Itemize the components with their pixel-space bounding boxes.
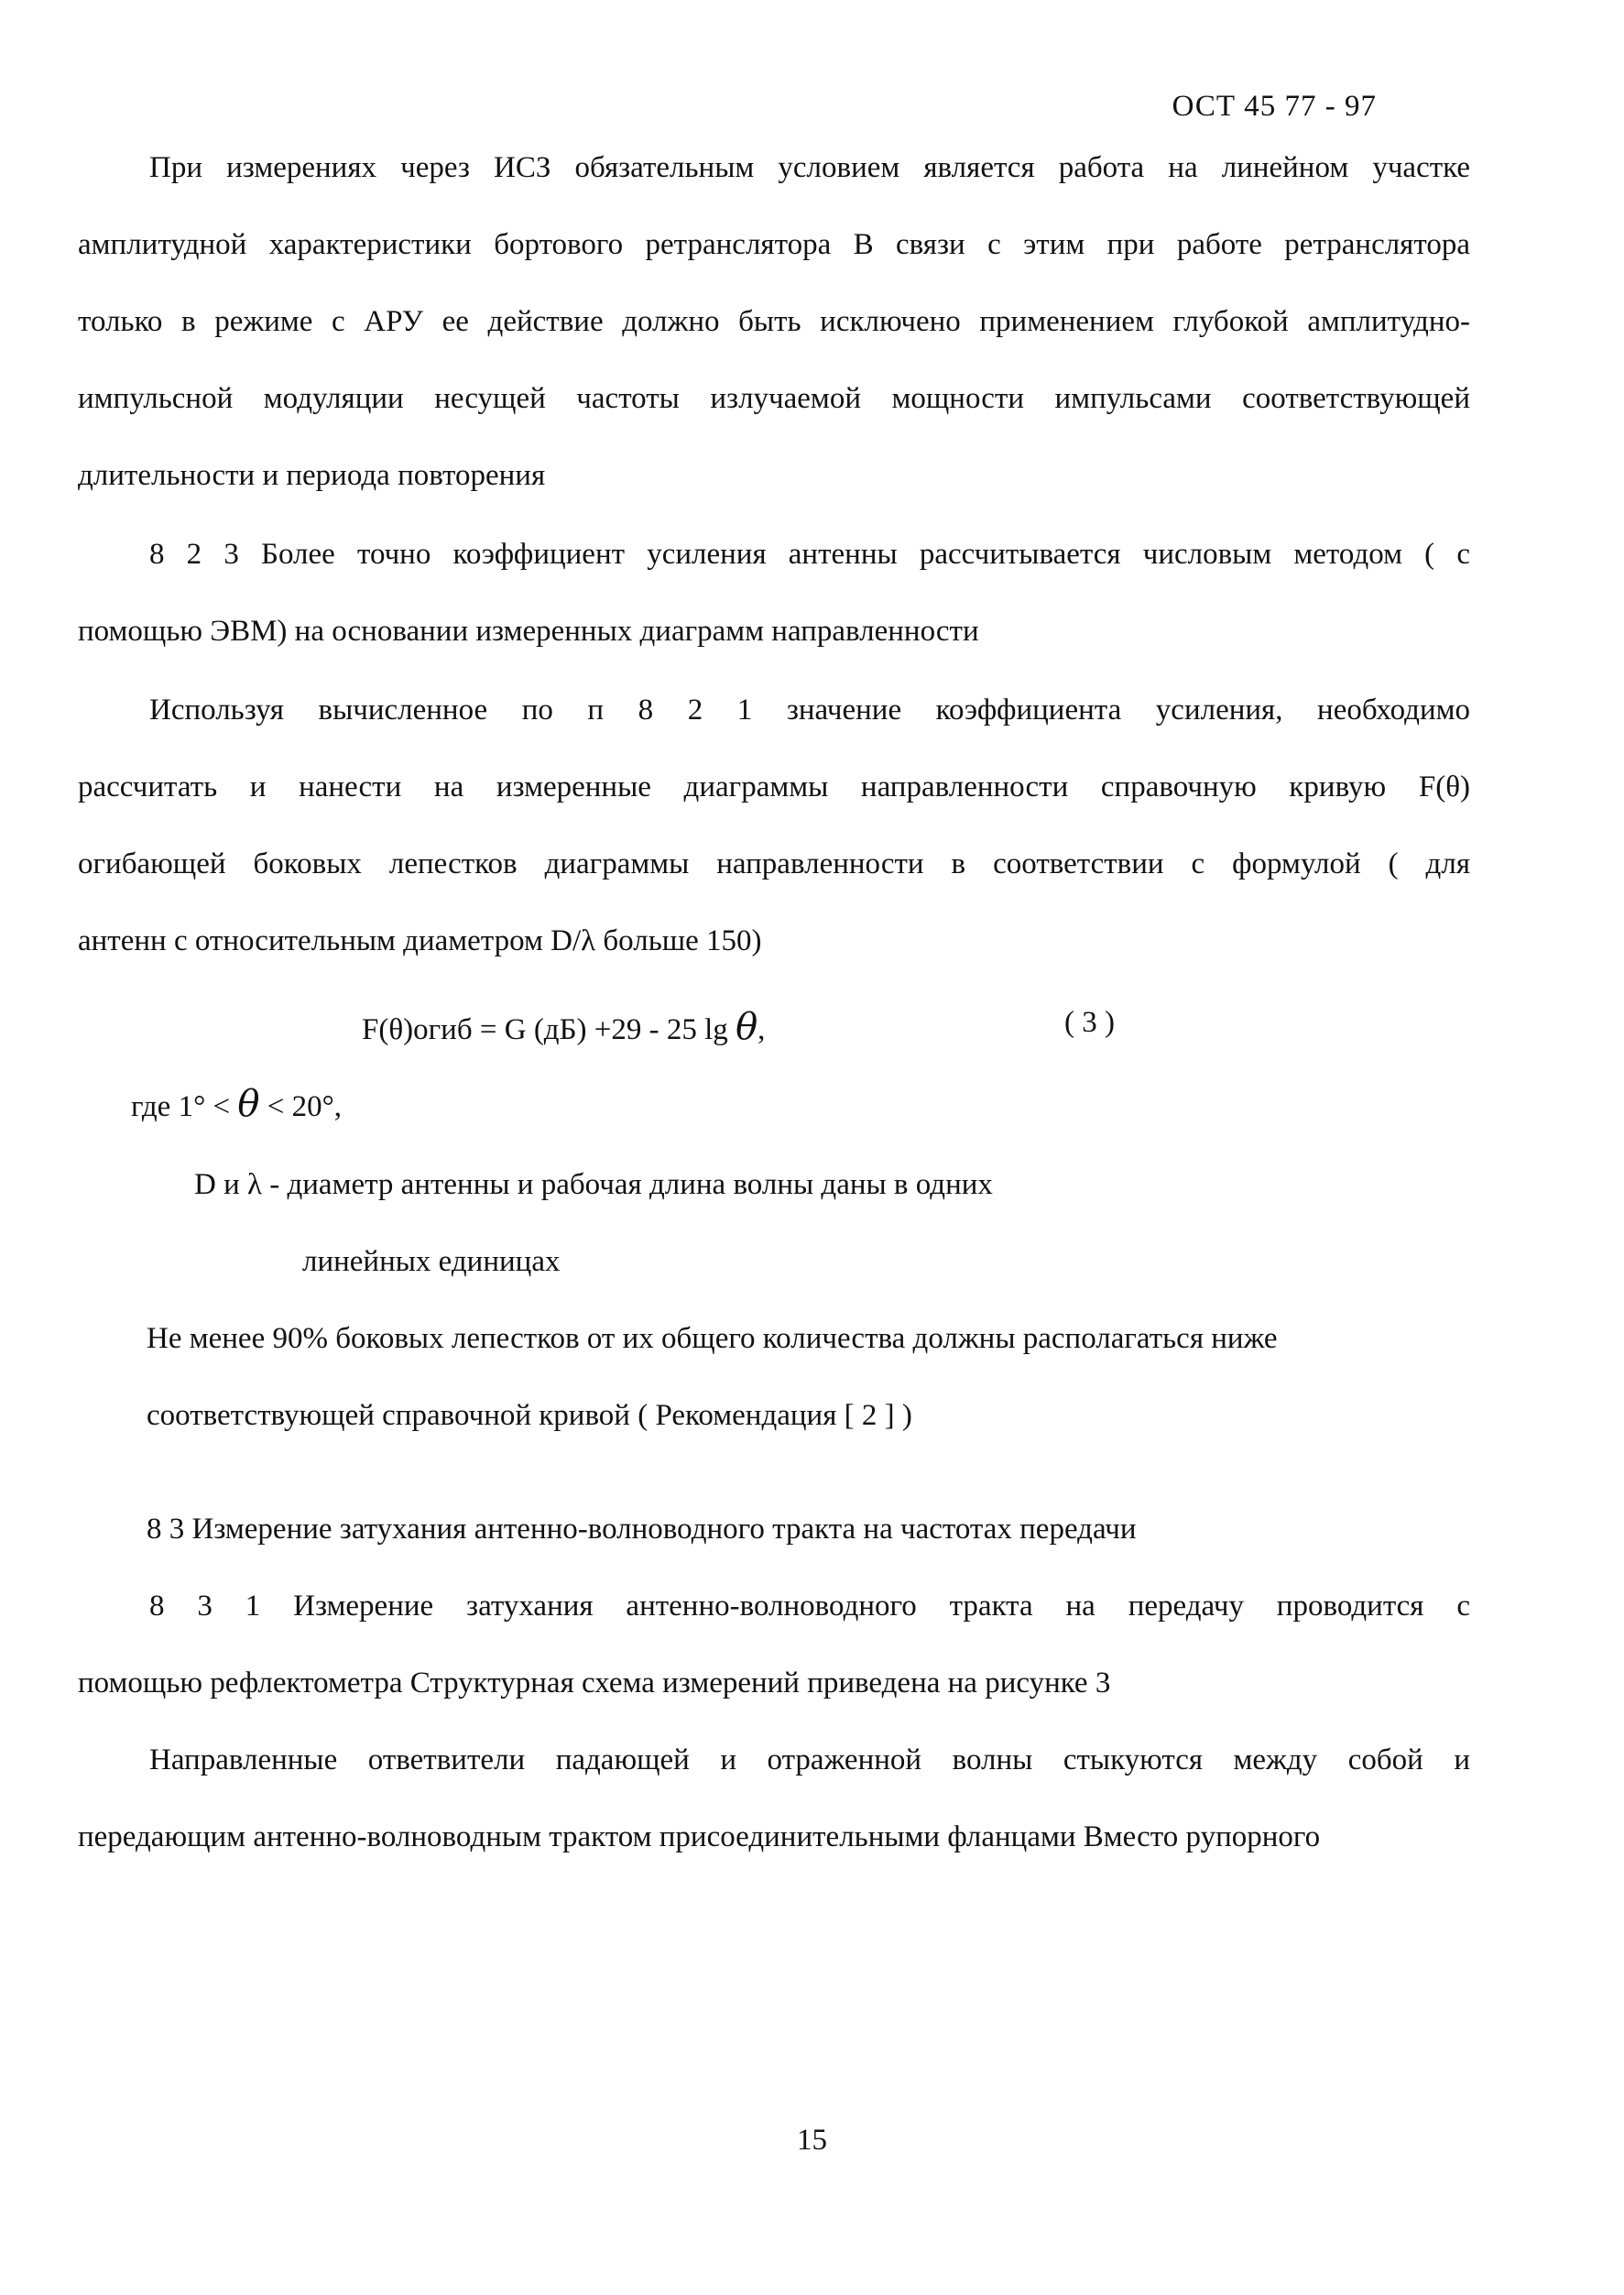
- paragraph-5-line-2: помощью рефлектометра Структурная схема измерений приведена на рисунке 3: [78, 1667, 1111, 1699]
- paragraph-3-line-1: Используя вычисленное по п 8 2 1 значение коэффициента усиления, необходимо: [149, 694, 1470, 727]
- where-clause: [131, 1083, 342, 1125]
- paragraph-4-line-1: Не менее 90% боковых лепестков от их общего количества должны располагаться ниже: [147, 1322, 1278, 1355]
- paragraph-3-line-3: огибающей боковых лепестков диаграммы направленности в соответствии с формулой ( для: [78, 847, 1470, 880]
- where-suffix: < 20°,: [267, 1090, 343, 1123]
- paragraph-1-line-5: длительности и периода повторения: [78, 459, 546, 492]
- paragraph-5-line-1: 8 3 1 Измерение затухания антенно-волноводного тракта на передачу проводится с: [149, 1590, 1470, 1623]
- paragraph-2-line-1: 8 2 3 Более точно коэффициент усиления антенны рассчитывается числовым методом ( с: [149, 538, 1470, 571]
- paragraph-6-line-2: передающим антенно-волноводным трактом присоединительными фланцами Вместо рупорного: [78, 1820, 1321, 1853]
- paragraph-6-line-1: Направленные ответвители падающей и отраженной волны стыкуются между собой и: [149, 1743, 1470, 1776]
- paragraph-3-line-4: антенн с относительным диаметром D/λ больше 150): [78, 924, 762, 957]
- definition-line-2: линейных единицах: [302, 1245, 561, 1278]
- page-number: 15: [797, 2124, 827, 2157]
- definition-line-1: D и λ - диаметр антенны и рабочая длина волны даны в одних: [194, 1168, 993, 1201]
- formula-suffix: ,: [758, 1013, 766, 1046]
- theta-symbol: θ: [736, 1006, 758, 1048]
- formula-expression: F(θ)огиб = G (дБ) +29 - 25 lg: [362, 1013, 728, 1046]
- section-8-3-heading: 8 3 Измерение затухания антенно-волноводного тракта на частотах передачи: [147, 1513, 1137, 1546]
- paragraph-2-line-2: помощью ЭВМ) на основании измеренных диаграмм направленности: [78, 615, 979, 648]
- paragraph-1-line-1: При измерениях через ИСЗ обязательным условием является работа на линейном участке: [149, 151, 1470, 184]
- paragraph-3-line-2: рассчитать и нанести на измеренные диаграммы направленности справочную кривую F(θ): [78, 770, 1470, 803]
- where-prefix: где 1° <: [131, 1090, 231, 1123]
- theta-symbol: θ: [237, 1083, 260, 1125]
- paragraph-1-line-2: амплитудной характеристики бортового ретранслятора В связи с этим при работе ретранслятора: [78, 228, 1470, 261]
- equation-number: ( 3 ): [1064, 1006, 1115, 1039]
- paragraph-4-line-2: соответствующей справочной кривой ( Рекомендация [ 2 ] ): [147, 1399, 912, 1432]
- document-code-header: ОСТ 45 77 - 97: [1172, 90, 1377, 123]
- formula-3: [362, 1006, 765, 1048]
- paragraph-1-line-4: импульсной модуляции несущей частоты излучаемой мощности импульсами соответствующей: [78, 382, 1470, 415]
- paragraph-1-line-3: только в режиме с АРУ ее действие должно быть исключено применением глубокой амплитудно-: [78, 305, 1470, 338]
